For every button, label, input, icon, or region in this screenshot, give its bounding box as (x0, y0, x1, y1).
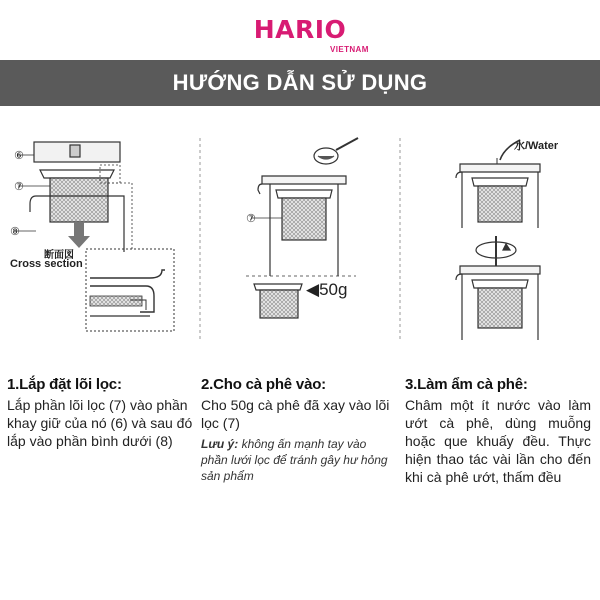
filter-mesh (478, 288, 522, 328)
step1-illustration (14, 142, 174, 331)
coffee-amount: ◀50g (306, 280, 348, 299)
label-part-8: ⑧ (10, 226, 20, 238)
cross-section-en: Cross section (10, 258, 83, 270)
step-3-title: 3.Làm ẩm cà phê: (405, 376, 528, 393)
cross-section-jp: 断面図 (44, 250, 74, 261)
step-2-text: Cho 50g cà phê đã xay vào lõi lọc (7) (201, 397, 390, 431)
step-1-title: 1.Lắp đặt lõi lọc: (7, 376, 122, 393)
filter-with-coffee (260, 290, 298, 318)
step-2-note (201, 436, 391, 484)
filter-mesh (478, 186, 522, 222)
filter-mesh (282, 198, 326, 240)
step-1 (7, 376, 193, 450)
step3-illustration (456, 140, 540, 340)
step-3-text: Châm một ít nước vào làm ướt cà phê, dùng muỗng hoặc que khuấy đều. Thực hiện thao tác vài lần cho đến khi cà phê ướt, thấm đều (405, 397, 591, 485)
step-2-note-label: Lưu ý: (201, 437, 239, 451)
label-part-7: ⑦ (14, 181, 24, 193)
filter-mesh (50, 178, 108, 222)
water-label: 水/Water (514, 140, 559, 152)
label-part-7-step2: ⑦ (246, 213, 256, 225)
step-3 (405, 376, 591, 486)
down-arrow-icon (68, 222, 90, 248)
step-2 (201, 376, 391, 484)
label-part-6: ⑥ (14, 150, 24, 162)
brand-region: VIETNAM (330, 45, 369, 54)
page-title: HƯỚNG DẪN SỬ DỤNG (172, 70, 428, 95)
step-1-text: Lắp phần lõi lọc (7) vào phần khay giữ của nó (6) và sau đó lắp vào phần bình dưới (8) (7, 397, 193, 449)
brand-name: HARIO (253, 15, 347, 44)
step-2-title: 2.Cho cà phê vào: (201, 376, 326, 393)
step-2-note-text: không ấn mạnh tay vào phần lưới lọc để tránh gây hư hỏng sản phẩm (201, 437, 388, 483)
